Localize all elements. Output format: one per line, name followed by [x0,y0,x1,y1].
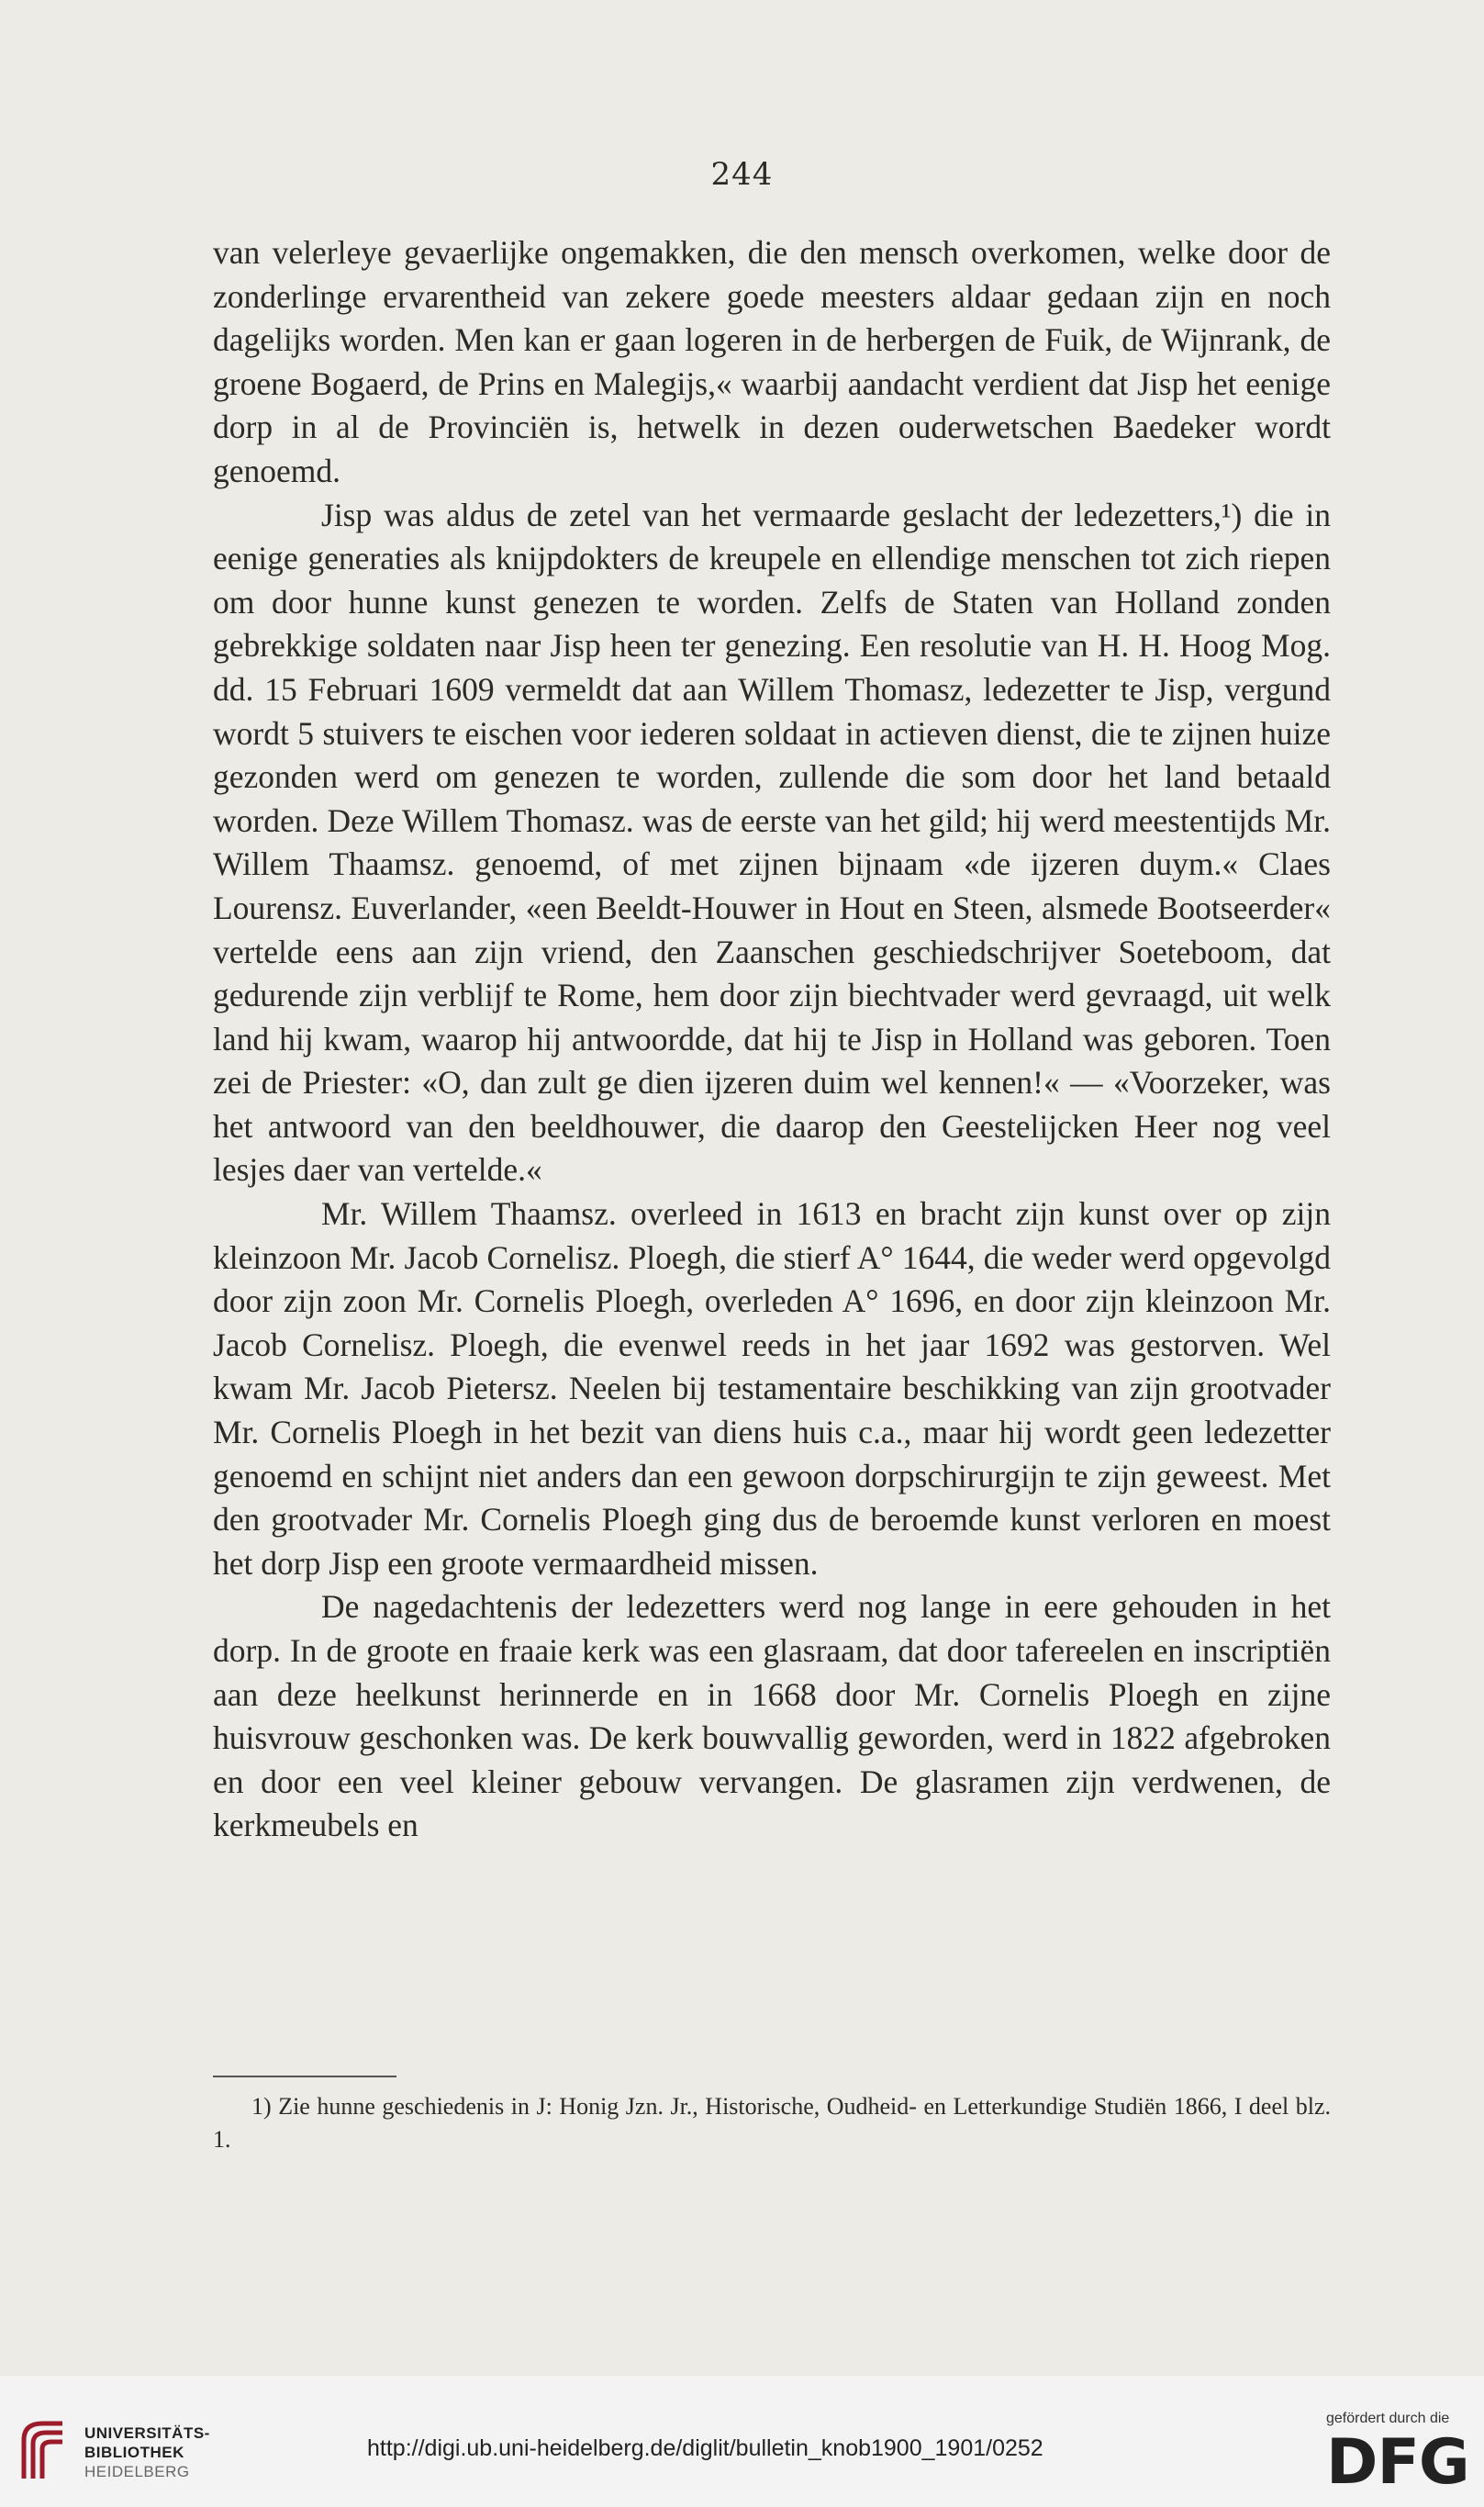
footnote-divider [213,2076,396,2077]
paragraph: De nagedachtenis der ledezetters werd nog lange in eere gehouden in het dorp. In de groote en fraaie kerk was een glasraam, dat door tafereelen en inscriptiën aan deze heelkunst herinnerde en in 1668 door Mr. Cornelis Ploegh en zijne huisvrouw geschonken was. De kerk bouwvallig geworden, werd in 1822 afgebroken en door een veel kleiner gebouw vervangen. De glasramen zijn verdwenen, de kerkmeubels en [213,1588,1331,1844]
paragraph: van velerleye gevaerlijke ongemakken, die den mensch overkomen, welke door de zonderlinge ervarentheid van zekere goede meesters aldaar gedaan zijn en noch dagelijks worden. Men kan er gaan logeren in de herbergen de Fuik, de Wijnrank, de groene Bogaerd, de Prins en Malegijs,« waarbij aandacht verdient dat Jisp het eenige dorp in al de Provinciën is, hetwelk in dezen ouderwetschen Baedeker wordt genoemd. [213,234,1331,489]
body-text [213,231,1331,1848]
funding-note: gefördert durch die [1326,2411,1450,2426]
paragraph: Mr. Willem Thaamsz. overleed in 1613 en bracht zijn kunst over op zijn kleinzoon Mr. Jacob Cornelisz. Ploegh, die stierf A° 1644, die weder werd opgevolgd door zijn zoon Mr. Cornelis Ploegh, overleden A° 1696, en door zijn kleinzoon Mr. Jacob Cornelisz. Ploegh, die evenwel reeds in het jaar 1692 was gestorven. Wel kwam Mr. Jacob Pietersz. Neelen bij testamentaire beschikking van zijn grootvader Mr. Cornelis Ploegh in het bezit van diens huis c.a., maar hij wordt geen ledezetter genoemd en schijnt niet anders dan een gewoon dorpschirurgijn te zijn geweest. Met den grootvader Mr. Cornelis Ploegh ging dus de beroemde kunst verloren en moest het dorp Jisp een groote vermaardheid missen. [213,1195,1331,1582]
footnote-text: Zie hunne geschiedenis in J: Honig Jzn. Jr., Historische, Oudheid- en Letterkundige Studiën 1866, I deel blz. 1. [213,2093,1332,2153]
library-name [84,2423,210,2481]
library-name-line: BIBLIOTHEK [84,2444,184,2461]
dfg-logo: DFG [1326,2426,1469,2499]
page-number: 244 [710,156,774,193]
footnote [213,2090,1331,2156]
library-name-line: UNIVERSITÄTS- [84,2424,210,2442]
university-library-logo-icon [15,2414,72,2484]
footnote-mark: 1) [251,2093,272,2120]
permalink-url[interactable]: http://digi.ub.uni-heidelberg.de/diglit/bulletin_knob1900_1901/0252 [367,2435,1043,2461]
library-name-line: HEIDELBERG [84,2463,190,2480]
paragraph: Jisp was aldus de zetel van het vermaarde geslacht der ledezetters,¹) die in eenige generaties als knijpdokters de kreupele en ellendige menschen tot zich riepen om door hunne kunst genezen te worden. Zelfs de Staten van Holland zonden gebrekkige soldaten naar Jisp heen ter genezing. Een resolutie van H. H. Hoog Mog. dd. 15 Februari 1609 vermeldt dat aan Willem Thomasz, ledezetter te Jisp, vergund wordt 5 stuivers te eischen voor iederen soldaat in actieven dienst, die te zijnen huize gezonden werd om genezen te worden, zullende die som door het land betaald worden. Deze Willem Thomasz. was de eerste van het gild; hij werd meestentijds Mr. Willem Thaamsz. genoemd, of met zijnen bijnaam «de ijzeren duym.« Claes Lourensz. Euverlander, «een Beeldt-Houwer in Hout en Steen, alsmede Bootseerder« vertelde eens aan zijn vriend, den Zaanschen geschiedschrijver Soeteboom, dat gedurende zijn verblijf te Rome, hem door zijn biechtvader werd gevraagd, uit welk land hij kwam, waarop hij antwoordde, dat hij te Jisp in Holland was geboren. Toen zei de Priester: «O, dan zult ge dien ijzeren duim wel kennen!« — «Voorzeker, was het antwoord van den beeldhouwer, die daarop den Geestelijcken Heer nog veel lesjes daer van vertelde.« [213,496,1331,1189]
